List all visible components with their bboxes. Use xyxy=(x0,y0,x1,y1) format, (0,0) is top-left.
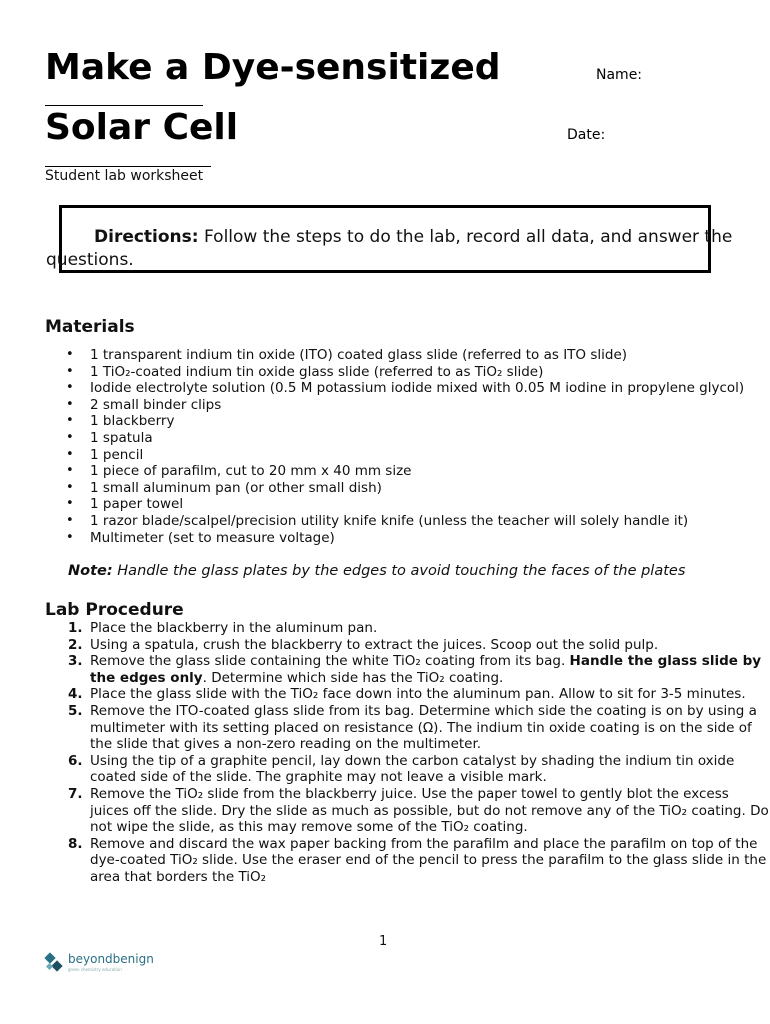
logo-wordmark: beyondbenign xyxy=(68,952,154,966)
list-item: • 2 small binder clips xyxy=(90,397,770,414)
step-text: Place the glass slide with the TiO₂ face down into the aluminum pan. Allow to sit for 3-5 minutes. xyxy=(90,686,746,703)
step-text: Using the tip of a graphite pencil, lay down the carbon catalyst by shading the indium tin oxide coated side of the slide. The graphite may not leave a visible mark. xyxy=(90,752,735,786)
procedure-step xyxy=(68,785,770,836)
step-number: 3. xyxy=(68,653,83,670)
materials-heading: Materials xyxy=(45,317,135,337)
logo-tagline: green chemistry education xyxy=(68,967,122,972)
procedure-step xyxy=(68,620,770,637)
procedure-step xyxy=(68,752,770,786)
procedure-step xyxy=(68,653,770,686)
list-item: • 1 transparent indium tin oxide (ITO) coated glass slide (referred to as ITO slide) xyxy=(90,347,770,364)
list-item: • 1 pencil xyxy=(90,447,770,464)
procedure-list xyxy=(46,620,770,886)
beyondbenign-logo-icon xyxy=(44,950,66,976)
materials-list xyxy=(46,347,770,546)
name-label: Name: xyxy=(596,67,643,83)
procedure-step xyxy=(68,702,770,753)
list-item: • 1 small aluminum pan (or other small dish) xyxy=(90,480,770,497)
list-item: • 1 razor blade/scalpel/precision utility knife knife (unless the teacher will solely handle it) xyxy=(90,513,770,530)
step-text-post: . Determine which side has the TiO₂ coating. xyxy=(202,669,504,686)
step-text: Remove the TiO₂ slide from the blackberry juice. Use the paper towel to gently blot the excess juices off the slide. Dry the slide as much as possible, but do not remove any of the TiO₂ coating. Do not wipe the slide, as this may remove some of the TiO₂ coating. xyxy=(90,785,769,836)
procedure-step xyxy=(68,835,770,886)
procedure-step xyxy=(68,636,770,654)
step-number: 7. xyxy=(68,785,83,802)
step-number: 8. xyxy=(68,835,83,852)
procedure-heading: Lab Procedure xyxy=(45,600,184,620)
step-text: Remove and discard the wax paper backing from the parafilm and place the parafilm on top of the dye-coated TiO₂ slide. Use the eraser end of the pencil to press the parafilm to the glass slide in the area that borders the TiO₂ xyxy=(90,835,767,885)
step-number: 4. xyxy=(68,686,83,703)
date-label: Date: xyxy=(567,127,606,143)
title-underline xyxy=(45,105,203,106)
directions-body: Follow the steps to do the lab, record all data, and answer the questions. xyxy=(46,227,733,270)
list-item: • 1 TiO₂-coated indium tin oxide glass slide (referred to as TiO₂ slide) xyxy=(90,364,770,381)
title-line-2: Solar Cell xyxy=(45,107,239,148)
procedure-step xyxy=(68,686,770,703)
subtitle-rule xyxy=(45,166,211,167)
step-number: 6. xyxy=(68,752,83,769)
step-text-bold: Handle the glass slide by the edges only xyxy=(90,653,762,686)
list-item: • 1 spatula xyxy=(90,430,770,447)
step-number: 1. xyxy=(68,620,83,636)
list-item: • 1 paper towel xyxy=(90,496,770,513)
directions-text xyxy=(46,226,736,272)
step-text: Using a spatula, crush the blackberry to extract the juices. Scoop out the solid pulp. xyxy=(90,636,659,653)
step-number: 5. xyxy=(68,702,83,719)
list-item: • 1 blackberry xyxy=(90,413,770,430)
list-item: • Iodide electrolyte solution (0.5 M potassium iodide mixed with 0.05 M iodine in propylene glycol) xyxy=(90,380,770,397)
note-text: Handle the glass plates by the edges to avoid touching the faces of the plates xyxy=(112,563,686,579)
note-label: Note: xyxy=(68,563,113,579)
materials-note xyxy=(68,563,685,579)
page-number: 1 xyxy=(379,934,388,949)
list-item: • 1 piece of parafilm, cut to 20 mm x 40 mm size xyxy=(90,463,770,480)
step-text: Place the blackberry in the aluminum pan. xyxy=(90,620,378,636)
subtitle: Student lab worksheet xyxy=(45,168,204,184)
step-text-pre: Remove the glass slide containing the white TiO₂ coating from its bag. xyxy=(90,653,570,670)
title-line-1: Make a Dye-sensitized xyxy=(45,47,501,88)
list-item: • Multimeter (set to measure voltage) xyxy=(90,530,770,547)
step-number: 2. xyxy=(68,636,83,653)
step-text: Remove the ITO-coated glass slide from its bag. Determine which side the coating is on by using a multimeter with its setting placed on resistance (Ω). The indium tin oxide coating is on the side of the slide that gives a non-zero reading on the multimeter. xyxy=(90,702,757,753)
directions-label: Directions: xyxy=(94,227,199,247)
